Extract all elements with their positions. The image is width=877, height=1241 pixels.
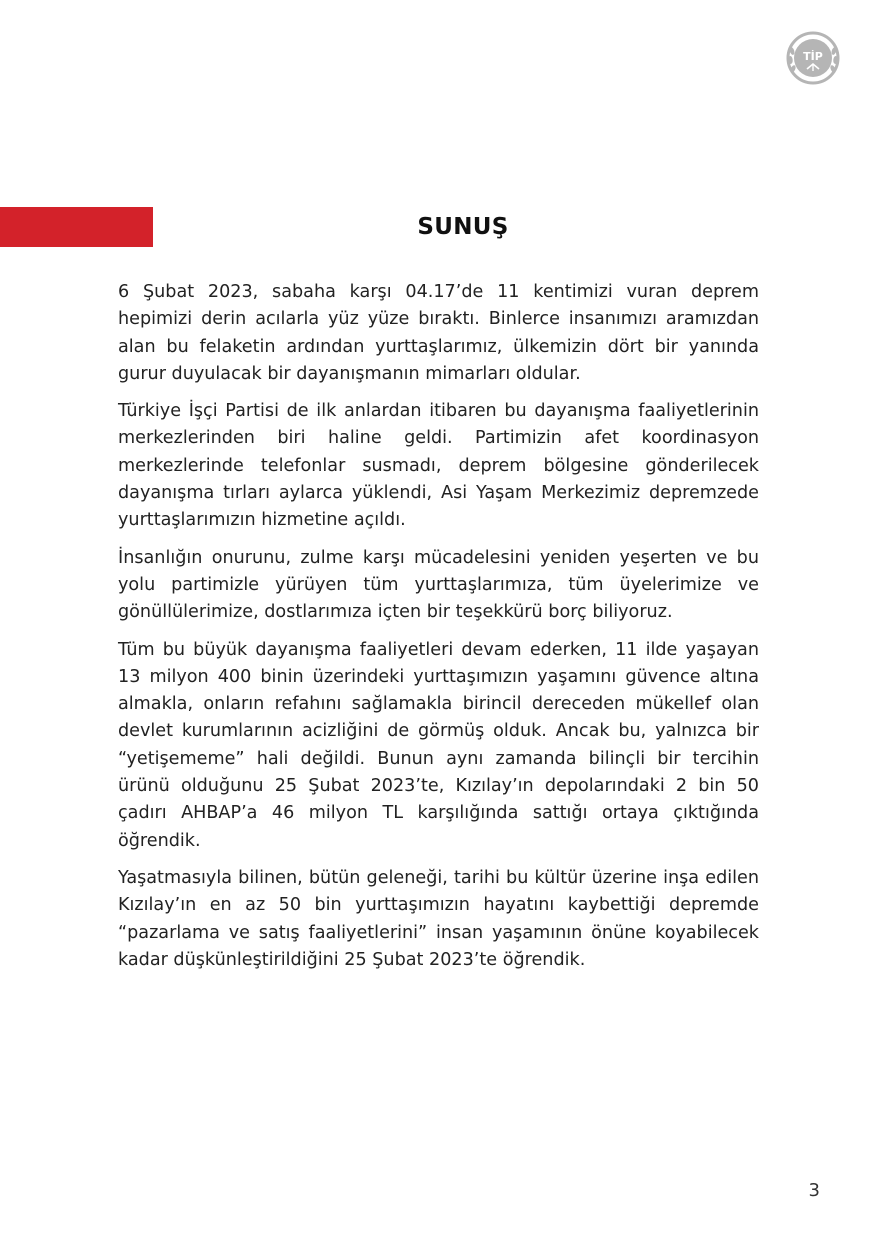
body-text: [118, 279, 759, 984]
paragraph: Yaşatmasıyla bilinen, bütün geleneği, tarihi bu kültür üzerine inşa edilen Kızılay’ın en az 50 bin yurttaşımızın hayatını kaybettiği depremde “pazarlama ve satış faaliyetlerini” insan yaşamının önüne koyabilecek kadar düşkünleştirildiğini 25 Şubat 2023’te öğrendik.: [118, 867, 759, 970]
page-title: SUNUŞ: [417, 214, 509, 240]
paragraph: 6 Şubat 2023, sabaha karşı 04.17’de 11 kentimizi vuran deprem hepimizi derin acılarla yüz yüze bıraktı. Binlerce insanımızı aramızdan alan bu felaketin ardından yurttaşlarımız, ülkemizin dört bir yanında gurur duyulacak bir dayanışmanın mimarları oldular.: [118, 282, 759, 384]
tip-logo-icon: [786, 31, 840, 85]
page-number: 3: [808, 1180, 820, 1201]
paragraph: Türkiye İşçi Partisi de ilk anlardan itibaren bu dayanışma faaliyetlerinin merkezlerinden biri haline geldi. Partimizin afet koordinasyon merkezlerinde telefonlar susmadı, deprem bölgesine gönderilecek dayanışma tırları aylarca yüklendi, Asi Yaşam Merkezimiz depremzede yurttaşlarımızın hizmetine açıldı.: [118, 401, 759, 531]
paragraph: İnsanlığın onurunu, zulme karşı mücadelesini yeniden yeşerten ve bu yolu partimizle yürüyen tüm yurttaşlarımıza, tüm üyelerimize ve gönüllülerimize, dostlarımıza içten bir teşekkürü borç biliyoruz.: [118, 547, 759, 623]
logo-text: TİP: [803, 50, 823, 63]
paragraph: Tüm bu büyük dayanışma faaliyetleri devam ederken, 11 ilde yaşayan 13 milyon 400 binin üzerindeki yurttaşımızın yaşamını güvence altına almakla, onların refahını sağlamakla birincil dereceden mükellef olan devlet kurumlarının acizliğini de görmüş olduk. Ancak bu, yalnızca bir “yetişememe” hali değildi. Bunun aynı zamanda bilinçli bir tercihin ürünü olduğunu 25 Şubat 2023’te, Kızılay’ın depolarındaki 2 bin 50 çadırı AHBAP’a 46 milyon TL karşılığında sattığı ortaya çıktığında öğrendik.: [118, 639, 759, 851]
